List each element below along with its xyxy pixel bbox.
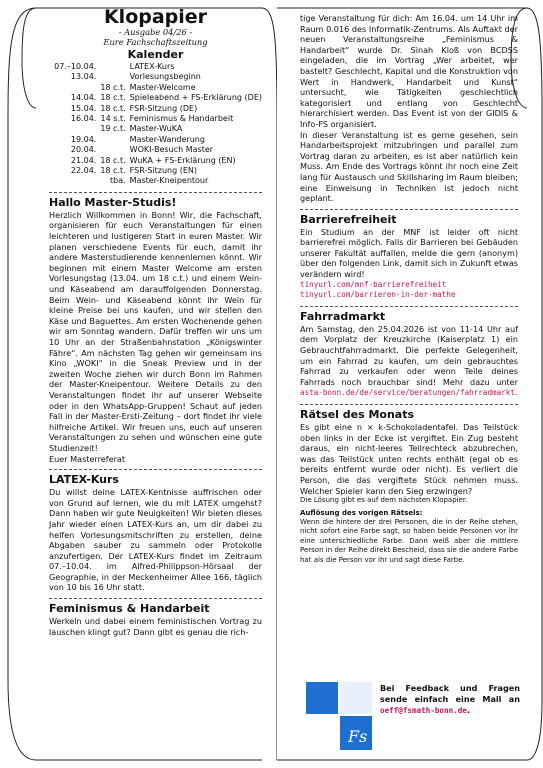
calendar-row (49, 124, 262, 134)
calendar-row (49, 145, 262, 155)
feedback-text: Bei Feedback und Fragen sende einfach eine Mail an (380, 683, 520, 704)
raetsel-title: Rätsel des Monats (300, 408, 415, 421)
calendar-row (49, 93, 262, 103)
calendar-time: 18 c.t. (100, 155, 126, 165)
calendar-time (100, 145, 129, 155)
calendar-row (49, 166, 262, 176)
logo-square-3 (340, 682, 372, 714)
latex-title: LATEX-Kurs (49, 473, 119, 487)
feminismus-body-start: Werkeln und dabei einem feministischen Vortrag zu lauschen klingt gut? Dann gibt es genau die rich- (49, 616, 262, 637)
calendar-table (49, 62, 262, 187)
barriere-link-1[interactable]: tinyurl.com/mnf-barrierefreiheit (300, 279, 447, 289)
calendar-time: 18 c.t. (100, 93, 126, 103)
divider (300, 404, 518, 405)
feminismus-body-continued: tige Veranstaltung für dich: Am 16.04. um 14 Uhr im Raum 0.016 des Informatik-Zentrums. Als Auftakt der neuen Veranstaltungsreihe „Feminismus & Handarbeit“ wurde Dr. Sinah Kloß von BCDSS eingeladen, die im Vortrag „Wer arbeitet, wer bastelt? Geschlecht, Kapital und die Konstruktion von Wert in Handwerk, Handarbeit und Kunst“ untersucht, wie Tätigkeiten geschlechtlich kategorisiert und entlang von Geschlecht hierarchisiert werden. Das Event ist von der GIDIS & Info-FS organisiert. (300, 13, 518, 129)
feminismus-title: Feminismus & Handarbeit (49, 602, 210, 616)
calendar-event: FSR-Sitzung (EN) (129, 166, 198, 176)
calendar-row (49, 72, 262, 82)
divider (49, 192, 262, 193)
calendar-event: FSR-Sitzung (DE) (129, 103, 198, 113)
barriere-link-2[interactable]: tinyurl.com/barrieren-in-der-mathe (300, 290, 456, 300)
calendar-event: Feminismus & Handarbeit (129, 114, 234, 124)
calendar-event: Master-Wanderung (129, 134, 205, 144)
calendar-event: LATEX-Kurs (129, 62, 175, 71)
calendar-time (100, 72, 129, 82)
calendar-date: 15.04. (70, 103, 97, 113)
raetsel-note: Die Lösung gibt es auf dem nächsten Klopapier. (300, 496, 468, 505)
calendar-date: 20.04. (70, 145, 97, 155)
calendar-row (49, 135, 262, 145)
fahrrad-end: . (514, 387, 518, 398)
calendar-event: WuKA + FS-Erklärung (EN) (129, 155, 236, 165)
calendar-row (49, 156, 262, 166)
calendar-date: 21.04. (70, 155, 97, 165)
feedback-end: . (466, 705, 470, 715)
tagline: Eure Fachschaftszeitung (103, 36, 208, 47)
calendar-time (100, 135, 129, 145)
calendar-event: Master-Kneipentour (129, 176, 209, 186)
calendar-event: Spieleabend + FS-Erklärung (DE) (129, 93, 262, 103)
left-column (49, 6, 262, 637)
fahrrad-title: Fahrradmarkt (300, 309, 386, 323)
calendar-event: Master-Welcome (129, 82, 196, 92)
fahrrad-body (300, 324, 518, 399)
fachschaft-logo (304, 680, 374, 756)
barriere-title: Barrierefreiheit (300, 212, 397, 226)
masthead (49, 6, 262, 47)
calendar-date: 07.–10.04. (54, 62, 97, 71)
solution-title: Auflösung des vorigen Rätsels: (300, 508, 423, 517)
calendar-date: 14.04. (70, 93, 97, 103)
calendar-event: Vorlesungsbeginn (129, 72, 201, 82)
calendar-date: 13.04. (70, 72, 97, 82)
calendar-time: 18 c.t. (100, 103, 126, 113)
hallo-body: Herzlich Willkommen in Bonn! Wir, die Fachschaft, organisieren für euch Veranstaltungen für einen leichteren und lustigeren Start in euren Master. Wir planen verschiedene Events für euch, damit ihr andere Masterstudierende kennenlernen könnt. Wir beginnen mit einem Master Welcome am ersten Vorlesungstag (13.04. um 18 c.t.) und einem Wein- und Käseabend am darauffolgenden Donnerstag. Beim Wein- und Käseabend könnt ihr Wein für kleine Preise bei uns kaufen, und wir stellen den Käse und Baguettes. Am ersten Wochenende gehen wir am Sonntag wandern. Dafür treffen wir uns um 10 Uhr an der Straßenbahnstation „Königswinter Fähre“. Am nächsten Tag gehen wir gemeinsam ins Kino „WOKI“ in die Sneak Preview und in der zweiten Woche ziehen wir durch Bonn im Rahmen der Master-Kneipentour. Weitere Details zu den Veranstaltungen findet ihr auf unserer Webseite oder in den WhatsApp-Gruppen! Schaut auf jeden Fall in der Master-Ersti-Zeitung – dort findet ihr viele hilfreiche Artikel. Wir freuen uns, euch auf unseren Veranstaltungen zu sehen und wünschen eine gute Studienzeit! (49, 209, 262, 453)
calendar-title: Kalender (127, 48, 184, 61)
barriere-body: Ein Studium an der MNF ist leider oft nicht barrierefrei möglich. Falls dir Barrieren bei Gebäuden unserer Fakultät auffallen, melde die gern (anonym) über den folgenden Link, damit sich in Zukunft etwas verändern wird! (300, 226, 518, 280)
logo-text: Fs (348, 727, 368, 746)
calendar-time: 18 c.t. (100, 82, 126, 92)
calendar-row (49, 114, 262, 124)
right-column (300, 6, 518, 565)
calendar-event: Master-WuKA (129, 124, 183, 134)
calendar-row (49, 83, 262, 93)
calendar-date: 19.04. (70, 134, 97, 144)
hallo-title: Hallo Master-Studis! (49, 195, 177, 209)
logo-square-1 (306, 682, 338, 714)
calendar-row (49, 176, 262, 186)
calendar-time (100, 62, 129, 72)
feminismus-body-2: In dieser Veranstaltung ist es gerne gesehen, sein Handarbeitsprojekt mitzubringen und parallel zum Vortrag daran zu arbeiten, es ist aber natürlich kein Muss. Am Ende des Vortrags könnt ihr noch eine Zeit lang für Austausch und Skillsharing im Raum bleiben; eine Einweisung in Techniken ist jedoch nicht geplant. (300, 129, 518, 204)
issue-number: - Ausgabe 04/26 - (118, 27, 193, 37)
calendar-event: WOKI-Besuch Master (129, 145, 214, 155)
calendar-date: 16.04. (70, 114, 97, 124)
calendar-time: 18 c.t. (100, 166, 126, 176)
fahrrad-link[interactable]: asta-bonn.de/de/service/beratungen/fahrradmarkt (300, 388, 515, 398)
hallo-signature: Euer Masterreferat (49, 453, 126, 464)
calendar-row (49, 104, 262, 114)
divider (300, 209, 518, 210)
solution-body: Wenn die hintere der drei Personen, die in der Reihe stehen, nicht sofort eine Farbe sagt, so haben beide Personen vor ihr eine unterschiedliche Farbe. Dann weiß aber die mittlere Person in der Reihe direkt Bescheid, dass sie die andere Farbe hat als die Person vor ihr und sagt diese Farbe. (300, 517, 518, 564)
calendar-date (49, 83, 100, 93)
calendar-date (49, 124, 100, 134)
calendar-time: 19 c.t. (100, 124, 126, 134)
calendar-time: tba. (110, 176, 126, 186)
fahrrad-text: Am Samstag, den 25.04.2026 ist von 11-14 Uhr auf dem Vorplatz der Kreuzkirche (Kaiserplatz 1) ein Gebrauchtfahrradmarkt. Die perfekte Gelegenheit, um ein Fahrrad zu kaufen, um dein gebrauchtes Fahrrad zu verkaufen oder wenn Teile deines Fahrrads noch brauchbar sind! Mehr dazu unter (300, 323, 518, 387)
feedback-box (380, 683, 520, 716)
calendar-time: 14 s.t. (100, 114, 126, 124)
calendar-date: 22.04. (70, 166, 97, 176)
feedback-mail-link[interactable]: oeff@fsmath-bonn.de (380, 706, 467, 715)
divider (49, 598, 262, 599)
calendar-date (49, 176, 100, 186)
divider (49, 469, 262, 470)
calendar-row (49, 62, 262, 72)
divider (300, 306, 518, 307)
raetsel-body: Es gibt eine n × k-Schokoladentafel. Das Teilstück oben links in der Ecke ist vergiftet. Ein Zug besteht daraus, ein nicht-leeres Teilrechteck abzubrechen, was das Teilstück unten rechts enthält (egal ob es bereits entfernt wurde oder nicht). Es verliert die Person, die das vergiftete Stück nehmen muss. Welcher Spieler kann den Sieg erzwingen? (300, 422, 518, 496)
latex-body: Du willst deine LATEX-Kentnisse auffrischen oder von Grund auf lernen, wie du mit LATEX umgehst? Dann haben wir gute Neuigkeiten! Wir bieten dieses Jahr wieder einen LATEX-Kurs an, um dir dabei zu helfen Vorlesungsmitschriften zu erstellen, deine Abgaben sauber zu sammeln oder Protokolle anzufertigen. Der LATEX-Kurs findet im Zeitraum 07.–10.04. im Alfred-Philippson-Hörsaal der Geographie, in der Meckenheimer Allee 166, täglich von 10 bis 16 Uhr statt. (49, 487, 262, 593)
newspaper-title: Klopapier (103, 6, 208, 28)
